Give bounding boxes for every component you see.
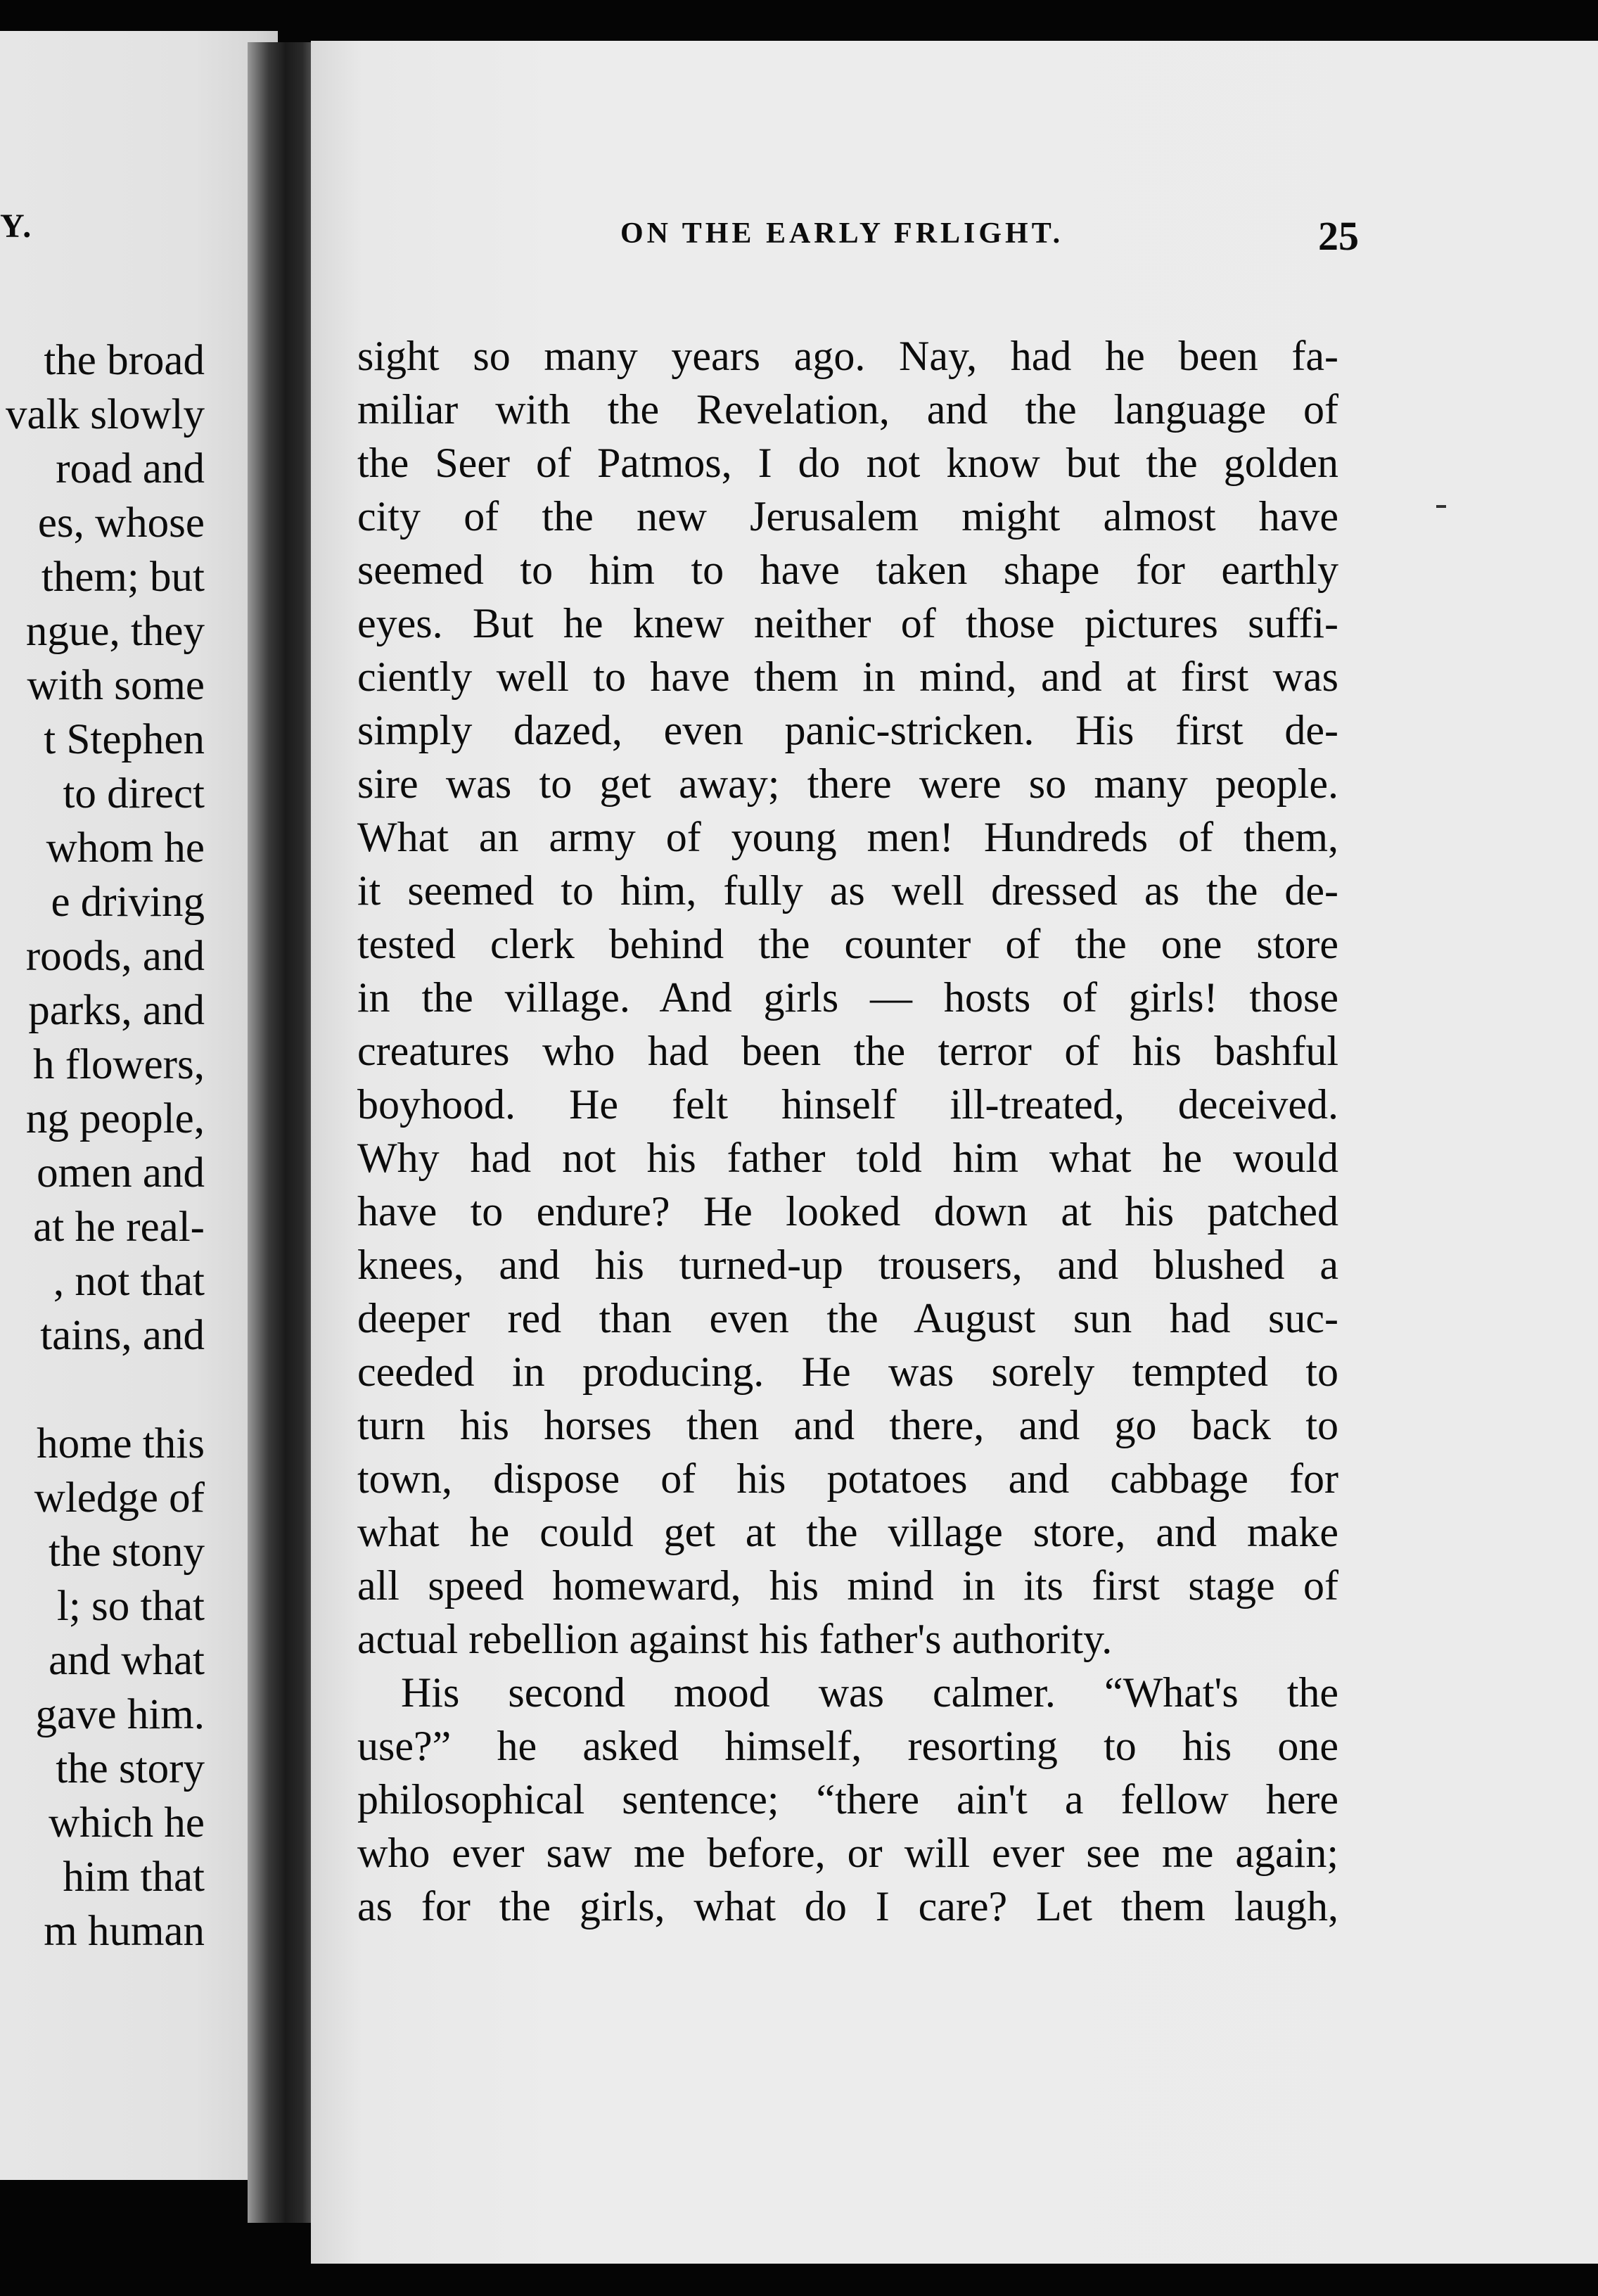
text-line: actual rebellion against his father's authority. xyxy=(357,1616,1113,1662)
left-line: l; so that xyxy=(56,1583,205,1630)
left-page-text xyxy=(0,333,205,1958)
text-line: ceeded in producing. He was sorely tempted to xyxy=(357,1348,1338,1395)
text-line: all speed homeward, his mind in its first stage of xyxy=(357,1562,1338,1609)
body-text xyxy=(357,329,1338,1933)
text-line: miliar with the Revelation, and the language of xyxy=(357,386,1338,433)
text-line: have to endure? He looked down at his patched xyxy=(357,1188,1338,1235)
text-line: philosophical sentence; “there ain't a fellow here xyxy=(357,1776,1338,1823)
left-line: t Stephen xyxy=(44,716,205,763)
text-line: tested clerk behind the counter of the one store xyxy=(357,921,1338,967)
text-line: eyes. But he knew neither of those pictures suffi- xyxy=(357,600,1338,646)
left-line: to direct xyxy=(63,770,205,817)
left-line: es, whose xyxy=(37,499,205,547)
left-line: h flowers, xyxy=(33,1041,205,1088)
running-header: ON THE EARLY FRLIGHT. xyxy=(620,217,1064,250)
text-line: turn his horses then and there, and go back to xyxy=(357,1402,1338,1448)
left-line: m human xyxy=(44,1908,205,1955)
margin-mark xyxy=(1436,505,1446,508)
text-line: use?” he asked himself, resorting to his one xyxy=(357,1723,1338,1769)
text-line: knees, and his turned-up trousers, and blushed a xyxy=(357,1242,1338,1288)
text-line: sire was to get away; there were so many people. xyxy=(357,760,1338,807)
text-line: what he could get at the village store, and make xyxy=(357,1509,1338,1555)
left-line: parks, and xyxy=(28,987,205,1034)
text-line: the Seer of Patmos, I do not know but the golden xyxy=(357,440,1338,486)
text-line: Why had not his father told him what he would xyxy=(357,1135,1338,1181)
left-line: them; but xyxy=(41,554,205,601)
left-line: ngue, they xyxy=(25,608,205,655)
left-line: him that xyxy=(63,1854,205,1901)
left-line: which he xyxy=(49,1799,205,1847)
left-line: whom he xyxy=(46,824,205,872)
left-line: valk slowly xyxy=(6,391,205,438)
text-line: seemed to him to have taken shape for earthly xyxy=(357,547,1338,593)
text-line: His second mood was calmer. “What's the xyxy=(401,1669,1338,1716)
text-line: What an army of young men! Hundreds of them, xyxy=(357,814,1338,860)
page-number: 25 xyxy=(1318,213,1359,259)
text-line: sight so many years ago. Nay, had he been fa- xyxy=(357,333,1338,379)
text-line: creatures who had been the terror of his bashful xyxy=(357,1028,1338,1074)
left-line: the story xyxy=(56,1745,205,1792)
left-page xyxy=(0,31,278,2180)
text-line: city of the new Jerusalem might almost have xyxy=(357,493,1338,540)
left-line: tains, and xyxy=(40,1312,205,1359)
left-line: roods, and xyxy=(25,933,205,980)
right-page xyxy=(311,41,1598,2264)
text-line: town, dispose of his potatoes and cabbage for xyxy=(357,1455,1338,1502)
left-line: gave him. xyxy=(35,1691,205,1738)
left-line: with some xyxy=(27,662,205,709)
left-line: , not that xyxy=(53,1258,205,1305)
left-line: ng people, xyxy=(25,1095,205,1142)
text-line: boyhood. He felt hinself ill-treated, deceived. xyxy=(357,1081,1338,1128)
left-page-header-fragment: Y. xyxy=(0,208,33,245)
text-line: who ever saw me before, or will ever see me again; xyxy=(357,1830,1338,1876)
text-line: deeper red than even the August sun had suc- xyxy=(357,1295,1338,1341)
text-line: in the village. And girls — hosts of girls! those xyxy=(357,974,1338,1021)
left-line: e driving xyxy=(51,879,205,926)
left-line: road and xyxy=(56,445,205,492)
left-line: wledge of xyxy=(34,1474,205,1522)
text-line: ciently well to have them in mind, and at first was xyxy=(357,653,1338,700)
text-line: as for the girls, what do I care? Let them laugh, xyxy=(357,1883,1338,1930)
left-line: home this xyxy=(37,1420,205,1467)
text-line: it seemed to him, fully as well dressed as the de- xyxy=(357,867,1338,914)
text-line: simply dazed, even panic-stricken. His first de- xyxy=(357,707,1338,753)
left-line: the stony xyxy=(49,1529,205,1576)
paragraph-gap xyxy=(0,1363,205,1417)
left-line: omen and xyxy=(37,1149,205,1197)
left-line: at he real- xyxy=(33,1204,205,1251)
left-line: the broad xyxy=(44,337,205,384)
left-line: and what xyxy=(49,1637,205,1684)
